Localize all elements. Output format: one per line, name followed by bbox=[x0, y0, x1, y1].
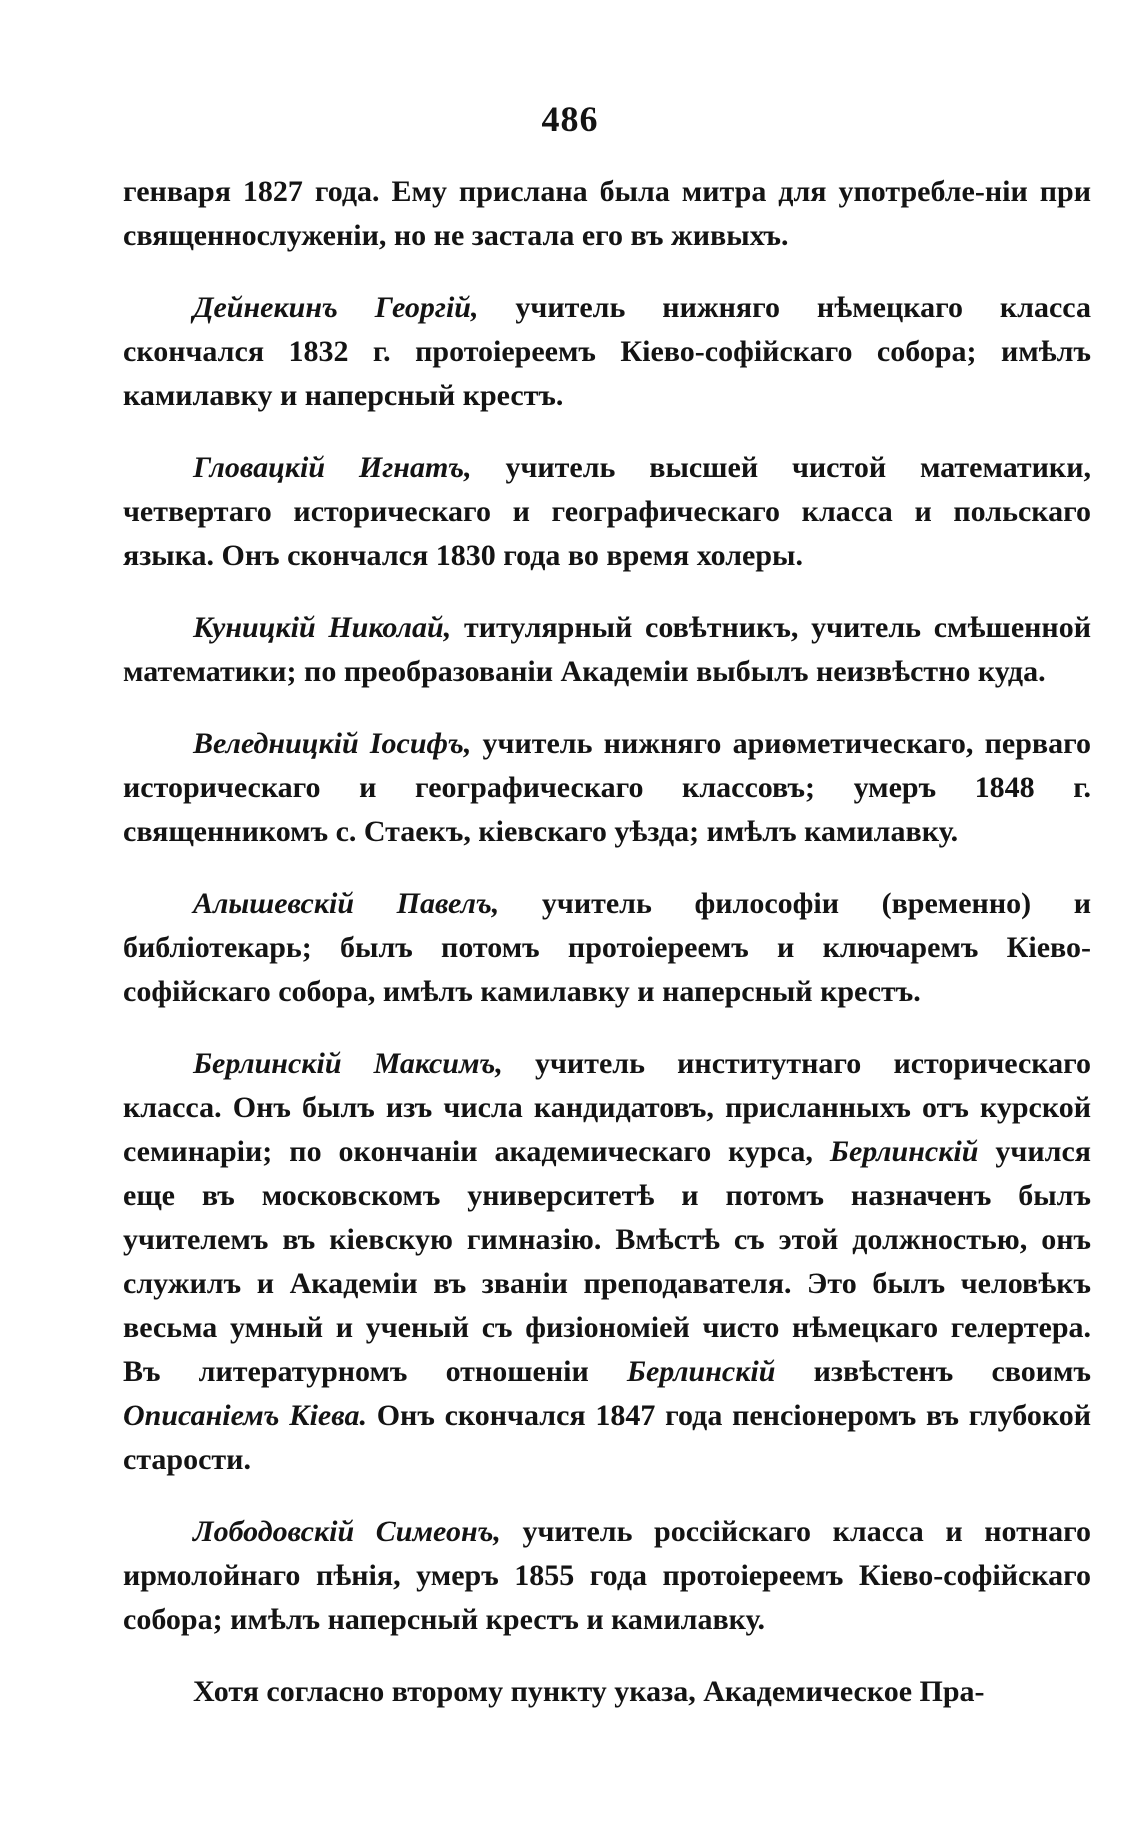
body-text bbox=[123, 170, 1091, 1742]
entry-text: извѣстенъ своимъ bbox=[775, 1355, 1091, 1388]
entry-text: учитель нижняго ариѳметическаго, перваго историческаго и географическаго классовъ; умеръ 1848 г. священникомъ с. Стаекъ, кіевскаго уѣзда; имѣлъ камилавку. bbox=[123, 727, 1091, 848]
person-name: Берлинскій Максимъ, bbox=[193, 1047, 503, 1080]
entry-kunitsky bbox=[123, 606, 1091, 694]
entry-alyshevsky bbox=[123, 882, 1091, 1014]
entry-velednitsky bbox=[123, 722, 1091, 854]
paragraph-text: генваря 1827 года. Ему прислана была митра для употребле-ніи при священнослуженіи, но не застала его въ живыхъ. bbox=[123, 175, 1091, 252]
entry-text: титулярный совѣтникъ, учитель смѣшенной математики; по преобразованіи Академіи выбылъ неизвѣстно куда. bbox=[123, 611, 1091, 688]
person-name: Лободовскій Симеонъ, bbox=[193, 1515, 501, 1548]
person-name-reference: Берлинскій bbox=[829, 1135, 979, 1168]
entry-deinekin bbox=[123, 286, 1091, 418]
person-name: Алышевскій Павелъ, bbox=[193, 887, 500, 920]
paragraph-final bbox=[123, 1670, 1091, 1714]
entry-text: учитель нижняго нѣмецкаго класса скончался 1832 г. протоіереемъ Кіево-софійскаго собора; имѣлъ камилавку и наперсный крестъ. bbox=[123, 291, 1091, 412]
work-title: Описаніемъ Кіева. bbox=[123, 1399, 367, 1432]
person-name: Гловацкій Игнатъ, bbox=[193, 451, 472, 484]
person-name: Веледницкій Іосифъ, bbox=[193, 727, 472, 760]
entry-glovatsky bbox=[123, 446, 1091, 578]
entry-text: Онъ скончался 1847 года пенсіонеромъ въ глубокой старости. bbox=[123, 1399, 1092, 1476]
entry-lobodovsky bbox=[123, 1510, 1091, 1642]
entry-text: учитель россійскаго класса и нотнаго ирмолойнаго пѣнія, умеръ 1855 года протоіереемъ Кіево-софійскаго собора; имѣлъ наперсный крестъ и камилавку. bbox=[123, 1515, 1091, 1636]
entry-text: учитель философіи (временно) и библіотекарь; былъ потомъ протоіереемъ и ключаремъ Кіево-софійскаго собора, имѣлъ камилавку и наперсный крестъ. bbox=[123, 887, 1091, 1008]
entry-text: учитель институтнаго историческаго класса. Онъ былъ изъ числа кандидатовъ, присланныхъ отъ курской семинаріи; по окончаніи академическаго курса, bbox=[123, 1047, 1091, 1168]
entry-text: учился еще въ московскомъ университетѣ и потомъ назначенъ былъ учителемъ въ кіевскую гимназію. Вмѣстѣ съ этой должностью, онъ служилъ и Академіи въ званіи преподавателя. Это былъ человѣкъ весьма умный и ученый съ физіономіей чисто нѣмецкаго гелертера. Въ литературномъ отношеніи bbox=[123, 1135, 1091, 1388]
page-number: 486 bbox=[541, 99, 599, 139]
entry-berlinsky bbox=[123, 1042, 1091, 1482]
person-name-reference: Берлинскій bbox=[626, 1355, 776, 1388]
entry-text: учитель высшей чистой математики, четвертаго историческаго и географическаго класса и польскаго языка. Онъ скончался 1830 года во время холеры. bbox=[123, 451, 1092, 572]
paragraph-continuation bbox=[123, 170, 1091, 258]
person-name: Дейнекинъ Георгій, bbox=[193, 291, 479, 324]
paragraph-text: Хотя согласно второму пункту указа, Академическое Пра- bbox=[193, 1675, 985, 1708]
person-name: Куницкій Николай, bbox=[193, 611, 452, 644]
